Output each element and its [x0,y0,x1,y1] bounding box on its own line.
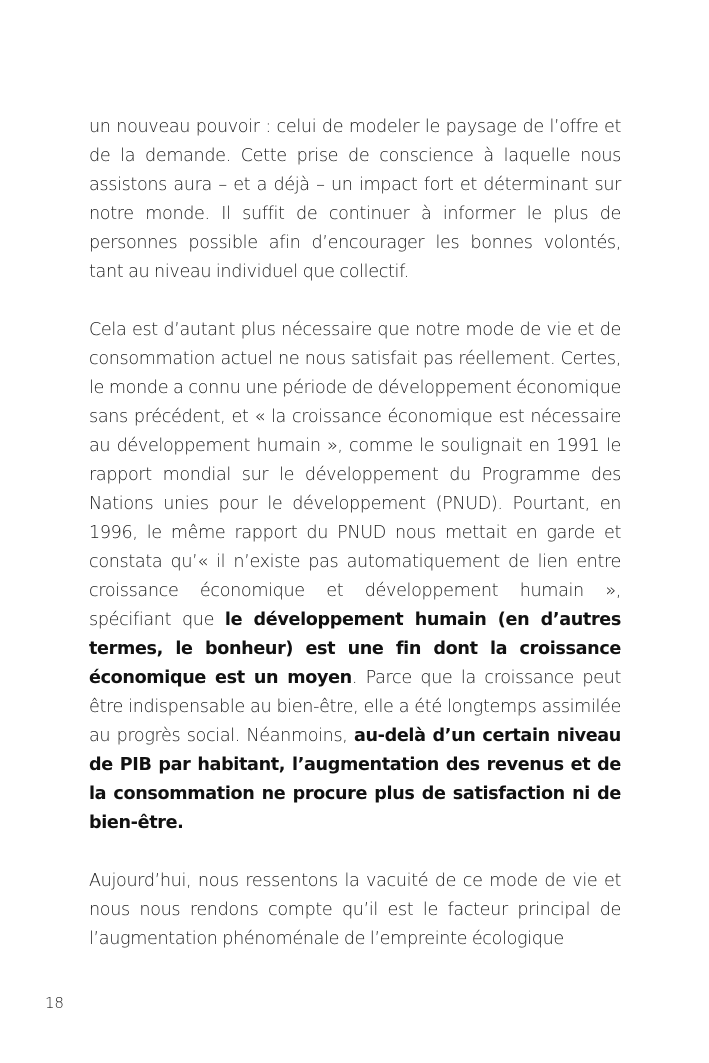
paragraph-1-text: un nouveau pouvoir : celui de modeler le paysage de l’offre et de la demande. Cette prise de conscience à laquelle nous assistons aura – et a déjà – un impact fort et déterminant sur notre monde. Il suffit de continuer à informer le plus de personnes possible afin d’encourager les bonnes volontés, tant au niveau individuel que collectif. [89,117,621,282]
paragraph-3-text: Aujourd’hui, nous ressentons la vacuité de ce mode de vie et nous nous rendons compte qu’il est le facteur principal de l’augmentation phénoménale de l’empreinte écologique [89,871,621,949]
paragraph-1 [89,113,621,287]
paragraph-3 [89,867,621,954]
paragraph-2-text-b: . Parce que la croissance peut être indispensable au bien-être, elle a été longtemps assimilée au progrès social. Néanmoins, [89,668,621,746]
paragraph-2-bold-a: le développement humain (en d’autres termes, le bonheur) est une fin dont la croissance économique est un moyen [89,610,621,688]
page-number: 18 [45,994,64,1012]
paragraph-2-bold-b: au-delà d’un certain niveau de PIB par habitant, l’augmentation des revenus et de la consommation ne procure plus de satisfaction ni de bien-être. [89,726,621,833]
body-text [89,113,621,954]
paragraph-2-text-a: Cela est d’autant plus nécessaire que notre mode de vie et de consommation actuel ne nous satisfait pas réellement. Certes, le monde a connu une période de développement économique sans précédent, et « la croissance économique est nécessaire au développement humain », comme le soulignait en 1991 le rapport mondial sur le développement du Programme des Nations unies pour le développement (PNUD). Pourtant, en 1996, le même rapport du PNUD nous mettait en garde et constata qu’« il n’existe pas automatiquement de lien entre croissance économique et développement humain », spécifiant que [89,320,621,630]
paragraph-2 [89,316,621,838]
